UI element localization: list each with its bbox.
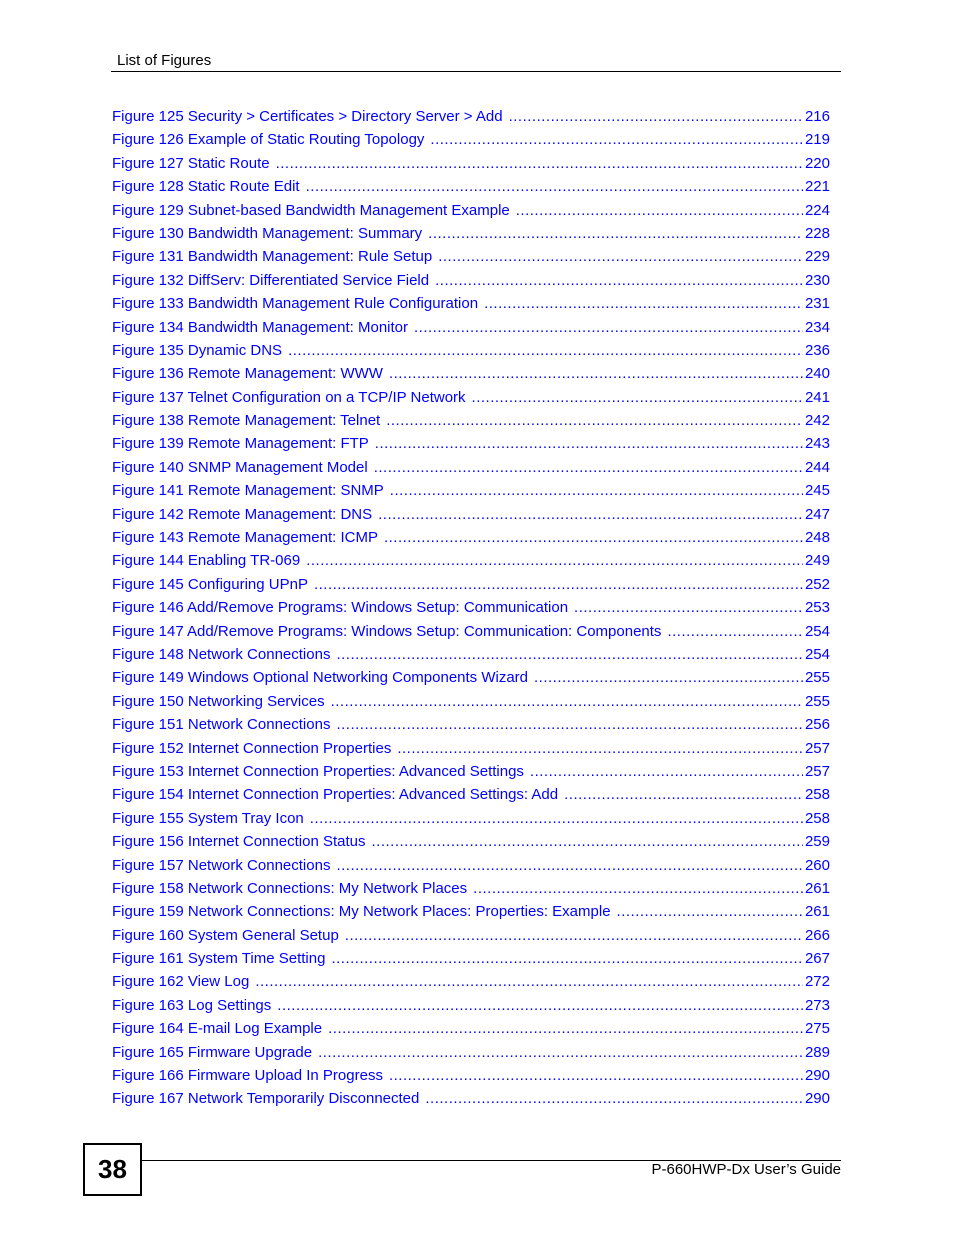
toc-entry-label: Figure 146 Add/Remove Programs: Windows Setup: Communication <box>112 599 569 617</box>
toc-entry-label: Figure 156 Internet Connection Status <box>112 833 366 851</box>
toc-entry-page: 245 <box>804 482 830 500</box>
page-number: 38 <box>98 1154 127 1184</box>
toc-entry-link[interactable] <box>112 573 830 596</box>
toc-entry-page: 224 <box>804 201 830 219</box>
toc-entry-page: 231 <box>804 295 830 313</box>
toc-entry-link[interactable] <box>112 947 830 970</box>
page-number-box <box>83 1143 142 1196</box>
toc-entry-label: Figure 150 Networking Services <box>112 692 325 710</box>
toc-entry-link[interactable] <box>112 666 830 689</box>
toc-entry-page: 249 <box>804 552 830 570</box>
toc-entry-label: Figure 163 Log Settings <box>112 996 272 1014</box>
dot-leader <box>288 339 803 362</box>
toc-entry-link[interactable] <box>112 1064 830 1087</box>
toc-entry-link[interactable] <box>112 830 830 853</box>
dot-leader <box>389 1064 803 1087</box>
toc-entry-label: Figure 145 Configuring UPnP <box>112 575 308 593</box>
toc-entry-link[interactable] <box>112 620 830 643</box>
toc-entry-label: Figure 159 Network Connections: My Network Places: Properties: Example <box>112 903 611 921</box>
toc-entry-label: Figure 135 Dynamic DNS <box>112 341 283 359</box>
toc-entry-page: 257 <box>804 739 830 757</box>
toc-entry-page: 243 <box>804 435 830 453</box>
toc-entry-link[interactable] <box>112 643 830 666</box>
toc-entry-link[interactable] <box>112 900 830 923</box>
dot-leader <box>386 409 803 432</box>
toc-entry-link[interactable] <box>112 105 830 128</box>
toc-entry-page: 241 <box>804 388 830 406</box>
toc-entry-label: Figure 151 Network Connections <box>112 716 331 734</box>
dot-leader <box>336 643 803 666</box>
toc-entry-label: Figure 158 Network Connections: My Network Places <box>112 879 468 897</box>
toc-entry-link[interactable] <box>112 737 830 760</box>
toc-entry-link[interactable] <box>112 1041 830 1064</box>
toc-entry-label: Figure 128 Static Route Edit <box>112 178 300 196</box>
toc-entry-label: Figure 147 Add/Remove Programs: Windows Setup: Communication: Components <box>112 622 662 640</box>
toc-entry-label: Figure 164 E-mail Log Example <box>112 1020 323 1038</box>
dot-leader <box>255 970 803 993</box>
toc-entry-page: 258 <box>804 809 830 827</box>
toc-entry-page: 236 <box>804 341 830 359</box>
dot-leader <box>438 245 803 268</box>
toc-entry-page: 253 <box>804 599 830 617</box>
toc-entry-label: Figure 126 Example of Static Routing Topology <box>112 131 425 149</box>
dot-leader <box>310 807 803 830</box>
toc-entry-page: 260 <box>804 856 830 874</box>
toc-entry-link[interactable] <box>112 456 830 479</box>
toc-entry-page: 216 <box>804 108 830 125</box>
toc-entry-page: 261 <box>804 879 830 897</box>
toc-entry-page: 256 <box>804 716 830 734</box>
dot-leader <box>306 175 803 198</box>
toc-entry-label: Figure 162 View Log <box>112 973 250 991</box>
toc-entry-label: Figure 130 Bandwidth Management: Summary <box>112 224 423 242</box>
toc-entry-label: Figure 161 System Time Setting <box>112 950 326 968</box>
toc-entry-page: 290 <box>804 1090 830 1108</box>
toc-entry-link[interactable] <box>112 526 830 549</box>
list-of-figures <box>112 105 830 1111</box>
dot-leader <box>378 503 803 526</box>
toc-entry-page: 290 <box>804 1067 830 1085</box>
dot-leader <box>509 105 803 128</box>
header-divider <box>111 71 841 72</box>
toc-entry-label: Figure 148 Network Connections <box>112 645 331 663</box>
toc-entry-link[interactable] <box>112 596 830 619</box>
toc-entry-page: 272 <box>804 973 830 991</box>
toc-entry-page: 234 <box>804 318 830 336</box>
toc-entry-label: Figure 133 Bandwidth Management Rule Configuration <box>112 295 479 313</box>
toc-entry-page: 258 <box>804 786 830 804</box>
toc-entry-label: Figure 149 Windows Optional Networking Components Wizard <box>112 669 529 687</box>
toc-entry-label: Figure 138 Remote Management: Telnet <box>112 412 381 430</box>
toc-entry-label: Figure 152 Internet Connection Properties <box>112 739 392 757</box>
toc-entry-link[interactable] <box>112 503 830 526</box>
toc-entry-page: 244 <box>804 458 830 476</box>
toc-entry-label: Figure 140 SNMP Management Model <box>112 458 368 476</box>
dot-leader <box>336 854 803 877</box>
toc-entry-link[interactable] <box>112 970 830 993</box>
toc-entry-label: Figure 134 Bandwidth Management: Monitor <box>112 318 409 336</box>
toc-entry-page: 229 <box>804 248 830 266</box>
dot-leader <box>372 830 803 853</box>
toc-entry-page: 248 <box>804 529 830 547</box>
toc-entry-link[interactable] <box>112 269 830 292</box>
dot-leader <box>276 152 803 175</box>
dot-leader <box>430 128 803 151</box>
dot-leader <box>336 713 803 736</box>
dot-leader <box>414 316 803 339</box>
dot-leader <box>425 1087 803 1110</box>
toc-entry-page: 254 <box>804 645 830 663</box>
toc-entry-page: 255 <box>804 669 830 687</box>
toc-entry-page: 240 <box>804 365 830 383</box>
toc-entry-link[interactable] <box>112 924 830 947</box>
toc-entry-link[interactable] <box>112 690 830 713</box>
toc-entry-page: 230 <box>804 271 830 289</box>
toc-entry-label: Figure 131 Bandwidth Management: Rule Setup <box>112 248 433 266</box>
toc-entry-label: Figure 165 Firmware Upgrade <box>112 1043 313 1061</box>
toc-entry-link[interactable] <box>112 128 830 151</box>
dot-leader <box>277 994 803 1017</box>
toc-entry-label: Figure 129 Subnet-based Bandwidth Management Example <box>112 201 510 219</box>
dot-leader <box>516 199 803 222</box>
toc-entry-link[interactable] <box>112 175 830 198</box>
toc-entry-link[interactable] <box>112 1087 830 1110</box>
toc-entry-label: Figure 166 Firmware Upload In Progress <box>112 1067 383 1085</box>
dot-leader <box>617 900 803 923</box>
toc-entry-link[interactable] <box>112 807 830 830</box>
toc-entry-link[interactable] <box>112 339 830 362</box>
toc-entry-link[interactable] <box>112 316 830 339</box>
toc-entry-label: Figure 154 Internet Connection Properties: Advanced Settings: Add <box>112 786 559 804</box>
dot-leader <box>314 573 803 596</box>
dot-leader <box>328 1017 803 1040</box>
dot-leader <box>472 386 803 409</box>
toc-entry-link[interactable] <box>112 783 830 806</box>
dot-leader <box>530 760 803 783</box>
toc-entry-page: 261 <box>804 903 830 921</box>
toc-entry-link[interactable] <box>112 713 830 736</box>
toc-entry-link[interactable] <box>112 994 830 1017</box>
toc-entry-page: 289 <box>804 1043 830 1061</box>
toc-entry-label: Figure 142 Remote Management: DNS <box>112 505 373 523</box>
toc-entry-page: 257 <box>804 762 830 780</box>
toc-entry-link[interactable] <box>112 877 830 900</box>
toc-entry-label: Figure 132 DiffServ: Differentiated Service Field <box>112 271 430 289</box>
toc-entry-link[interactable] <box>112 245 830 268</box>
toc-entry-link[interactable] <box>112 152 830 175</box>
toc-entry-link[interactable] <box>112 479 830 502</box>
toc-entry-link[interactable] <box>112 362 830 385</box>
dot-leader <box>375 432 803 455</box>
dot-leader <box>473 877 803 900</box>
toc-entry-label: Figure 137 Telnet Configuration on a TCP/IP Network <box>112 388 466 406</box>
toc-entry-link[interactable] <box>112 409 830 432</box>
toc-entry-link[interactable] <box>112 760 830 783</box>
toc-entry-label: Figure 167 Network Temporarily Disconnected <box>112 1090 420 1108</box>
dot-leader <box>318 1041 803 1064</box>
dot-leader <box>574 596 803 619</box>
dot-leader <box>397 737 803 760</box>
toc-entry-label: Figure 136 Remote Management: WWW <box>112 365 383 383</box>
toc-entry-label: Figure 153 Internet Connection Properties: Advanced Settings <box>112 762 524 780</box>
dot-leader <box>534 666 803 689</box>
toc-entry-page: 266 <box>804 926 830 944</box>
page-header-title: List of Figures <box>117 52 212 69</box>
toc-entry-link[interactable] <box>112 854 830 877</box>
dot-leader <box>306 549 803 572</box>
dot-leader <box>667 620 803 643</box>
guide-title: P-660HWP-Dx User’s Guide <box>651 1161 841 1178</box>
dot-leader <box>435 269 803 292</box>
dot-leader <box>564 783 803 806</box>
dot-leader <box>484 292 803 315</box>
toc-entry-page: 267 <box>804 950 830 968</box>
toc-entry-page: 252 <box>804 575 830 593</box>
toc-entry-link[interactable] <box>112 199 830 222</box>
toc-entry-page: 275 <box>804 1020 830 1038</box>
toc-entry-page: 228 <box>804 224 830 242</box>
dot-leader <box>331 690 803 713</box>
toc-entry-page: 254 <box>804 622 830 640</box>
toc-entry-page: 219 <box>804 131 830 149</box>
toc-entry-label: Figure 141 Remote Management: SNMP <box>112 482 384 500</box>
toc-entry-link[interactable] <box>112 386 830 409</box>
dot-leader <box>345 924 803 947</box>
toc-entry-label: Figure 155 System Tray Icon <box>112 809 304 827</box>
toc-entry-label: Figure 144 Enabling TR-069 <box>112 552 301 570</box>
toc-entry-page: 242 <box>804 412 830 430</box>
toc-entry-page: 221 <box>804 178 830 196</box>
toc-entry-link[interactable] <box>112 1017 830 1040</box>
toc-entry-page: 273 <box>804 996 830 1014</box>
toc-entry-page: 247 <box>804 505 830 523</box>
toc-entry-label: Figure 127 Static Route <box>112 154 270 172</box>
toc-entry-link[interactable] <box>112 292 830 315</box>
dot-leader <box>374 456 803 479</box>
dot-leader <box>389 362 803 385</box>
toc-entry-label: Figure 160 System General Setup <box>112 926 339 944</box>
toc-entry-link[interactable] <box>112 222 830 245</box>
dot-leader <box>428 222 803 245</box>
dot-leader <box>384 526 803 549</box>
toc-entry-label: Figure 143 Remote Management: ICMP <box>112 529 378 547</box>
toc-entry-page: 255 <box>804 692 830 710</box>
dot-leader <box>390 479 803 502</box>
toc-entry-label: Figure 125 Security > Certificates > Directory Server > Add <box>112 108 503 125</box>
toc-entry-page: 220 <box>804 154 830 172</box>
toc-entry-page: 259 <box>804 833 830 851</box>
dot-leader <box>331 947 803 970</box>
toc-entry-label: Figure 139 Remote Management: FTP <box>112 435 369 453</box>
toc-entry-label: Figure 157 Network Connections <box>112 856 331 874</box>
toc-entry-link[interactable] <box>112 432 830 455</box>
toc-entry-link[interactable] <box>112 549 830 572</box>
